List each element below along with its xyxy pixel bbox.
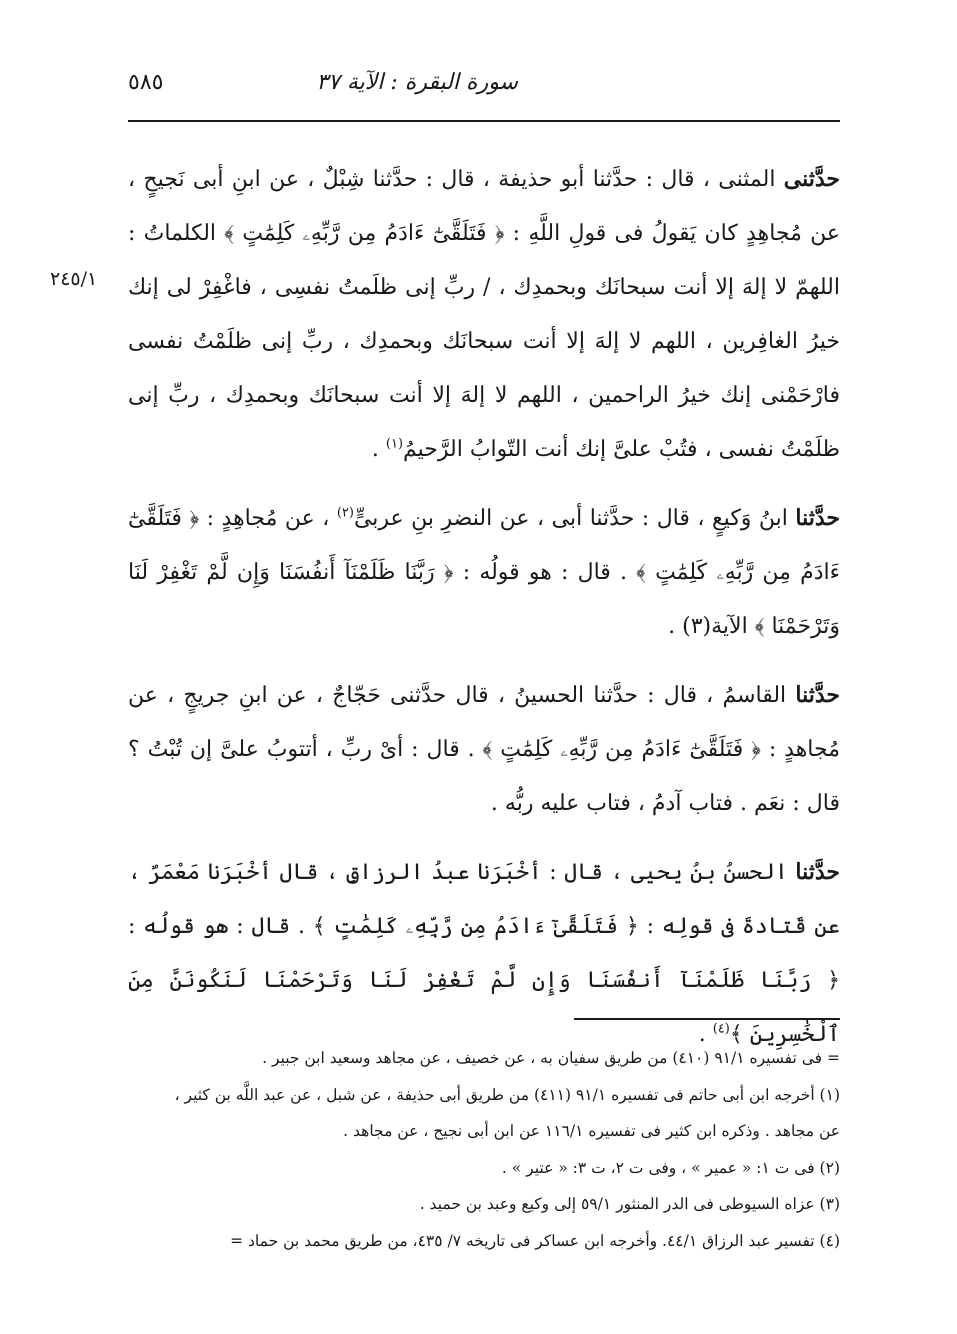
footnote-rule (574, 1018, 840, 1020)
paragraph-end: . (698, 1022, 713, 1047)
footnote-line: عن مجاهد . وذكره ابن كثير فى تفسيره ١١٦/١ عن ابن أبى نجيح ، عن مجاهد . (343, 1122, 840, 1140)
page-header (128, 70, 840, 110)
paragraph-end: ، عن مُجاهِدٍ : ﴿ فَتَلَقَّىٰٓ ءَادَمُ مِن رَّبِّهِۦ كَلِمَٰتٍ ﴾ . قال : هو قولُه : ﴿ رَبَّنَا ظَلَمْنَآ أَنفُسَنَا وَإِن لَّمْ تَغْفِرْ لَنَا وَتَرْحَمْنَا ﴾ الآية(٣) . (128, 506, 840, 639)
footnotes (128, 1040, 840, 1259)
footnote-marker: (٤) (712, 1021, 730, 1037)
paragraph-text: المثنى ، قال : حدَّثنا أبو حذيفة ، قال : حدَّثنا شِبْلٌ ، عن ابنِ أبى نَجيحٍ ، عن مُجاهِدٍ كان يَقولُ فى قولِ اللَّهِ : ﴿ فَتَلَقَّىٰٓ ءَادَمُ مِن رَّبِّهِۦ كَلِمَٰتٍ ﴾ الكلماتُ : اللهمّ لا إلهَ إلا أنت سبحانَك وبحمدِك ، / ربِّ إنى ظلَمتُ نفسِى ، فاغْفِرْ لى إنك خيرُ الغافِرين ، اللهم لا إلهَ إلا أنت سبحانَك وبحمدِك ، ربِّ إنى ظلَمْتُ نفسى فارْحَمْنى إنك خيرُ الراحمين ، اللهم لا إلهَ إلا أنت سبحانَك وبحمدِك ، ربِّ إنى ظلَمْتُ نفسى ، فتُبْ علىَّ إنك أنت التّوابُ الرَّحيمُ (128, 167, 840, 462)
paragraph-lead: حدَّثنا (795, 682, 840, 708)
paragraph-lead: حدَّثنا (795, 859, 840, 885)
paragraph-end: . (371, 437, 386, 462)
paragraph-text: القاسمُ ، قال : حدَّثنا الحسينُ ، قال حدَّثنى حَجّاجٌ ، عن ابنِ جريجٍ ، عن مُجاهدٍ : ﴿ فَتَلَقَّىٰٓ ءَادَمُ مِن رَّبِّهِۦ كَلِمَٰتٍ ﴾ . قال : أىْ ربِّ ، أتتوبُ علىَّ إن تُبْتُ ؟ قال : نعَم . فتاب آدمُ ، فتاب عليه ربُّه . (128, 683, 840, 816)
paragraph-lead: حدَّثنى (783, 166, 840, 192)
paragraph (128, 491, 840, 654)
footnote-line: = فى تفسيره ٩١/١ (٤١٠) من طريق سفيان به ، عن خصيف ، عن مجاهد وسعيد ابن جبير . (262, 1049, 840, 1067)
footnote-marker: (٢) (336, 505, 354, 521)
header-rule (128, 120, 840, 122)
footnote-line: (٣) عزاه السيوطى فى الدر المنثور ٥٩/١ إلى وكيع وعبد بن حميد . (419, 1195, 840, 1213)
paragraph (128, 152, 840, 477)
page-number: ٥٨٥ (128, 70, 164, 95)
running-title: سورة البقرة : الآية ٣٧ (316, 70, 518, 95)
footnote-line: (٢) فى ت ١: « عمير » ، وفى ت ٢، ت ٣: « عتير » . (501, 1158, 840, 1177)
footnote-line: (١) أخرجه ابن أبى حاتم فى تفسيره ٩١/١ (٤١١) من طريق أبى حذيفة ، عن شبل ، عن عبد اللَّه بن كثير ، (174, 1085, 840, 1104)
paragraph-text: الحسنُ بنُ يحيى ، قال : أخْبَرَنا عبدُ الرزاقِ ، قال أخْبَرَنا مَعْمَرٌ ، عن قَتادةَ فى قولِه : ﴿ فَتَلَقَّىٰٓ ءَادَمُ مِن رَّبِّهِۦ كَلِمَٰتٍ ﴾ . قال : هو قولُه : ﴿ رَبَّنَا ظَلَمْنَآ أَنفُسَنَا وَإِن لَّمْ تَغْفِرْ لَنَا وَتَرْحَمْنَا لَنَكُونَنَّ مِنَ ٱلْخَٰسِرِينَ ﴾ (128, 860, 840, 1047)
footnote-marker: (١) (385, 436, 404, 452)
paragraph (128, 845, 840, 1062)
main-text (128, 152, 840, 1076)
paragraph (128, 668, 840, 831)
paragraph-text: ابنُ وَكيعٍ ، قال : حدَّثنا أبى ، عن النضرِ بنِ عربىٍّ (353, 506, 796, 531)
paragraph-lead: حدَّثنا (795, 505, 840, 531)
margin-reference: ٢٤٥/١ (50, 268, 98, 290)
footnote-line: (٤) تفسير عبد الرزاق ٤٤/١. وأخرجه ابن عساكر فى تاريخه ٧/ ٤٣٥، من طريق محمد بن حماد = (230, 1231, 840, 1250)
